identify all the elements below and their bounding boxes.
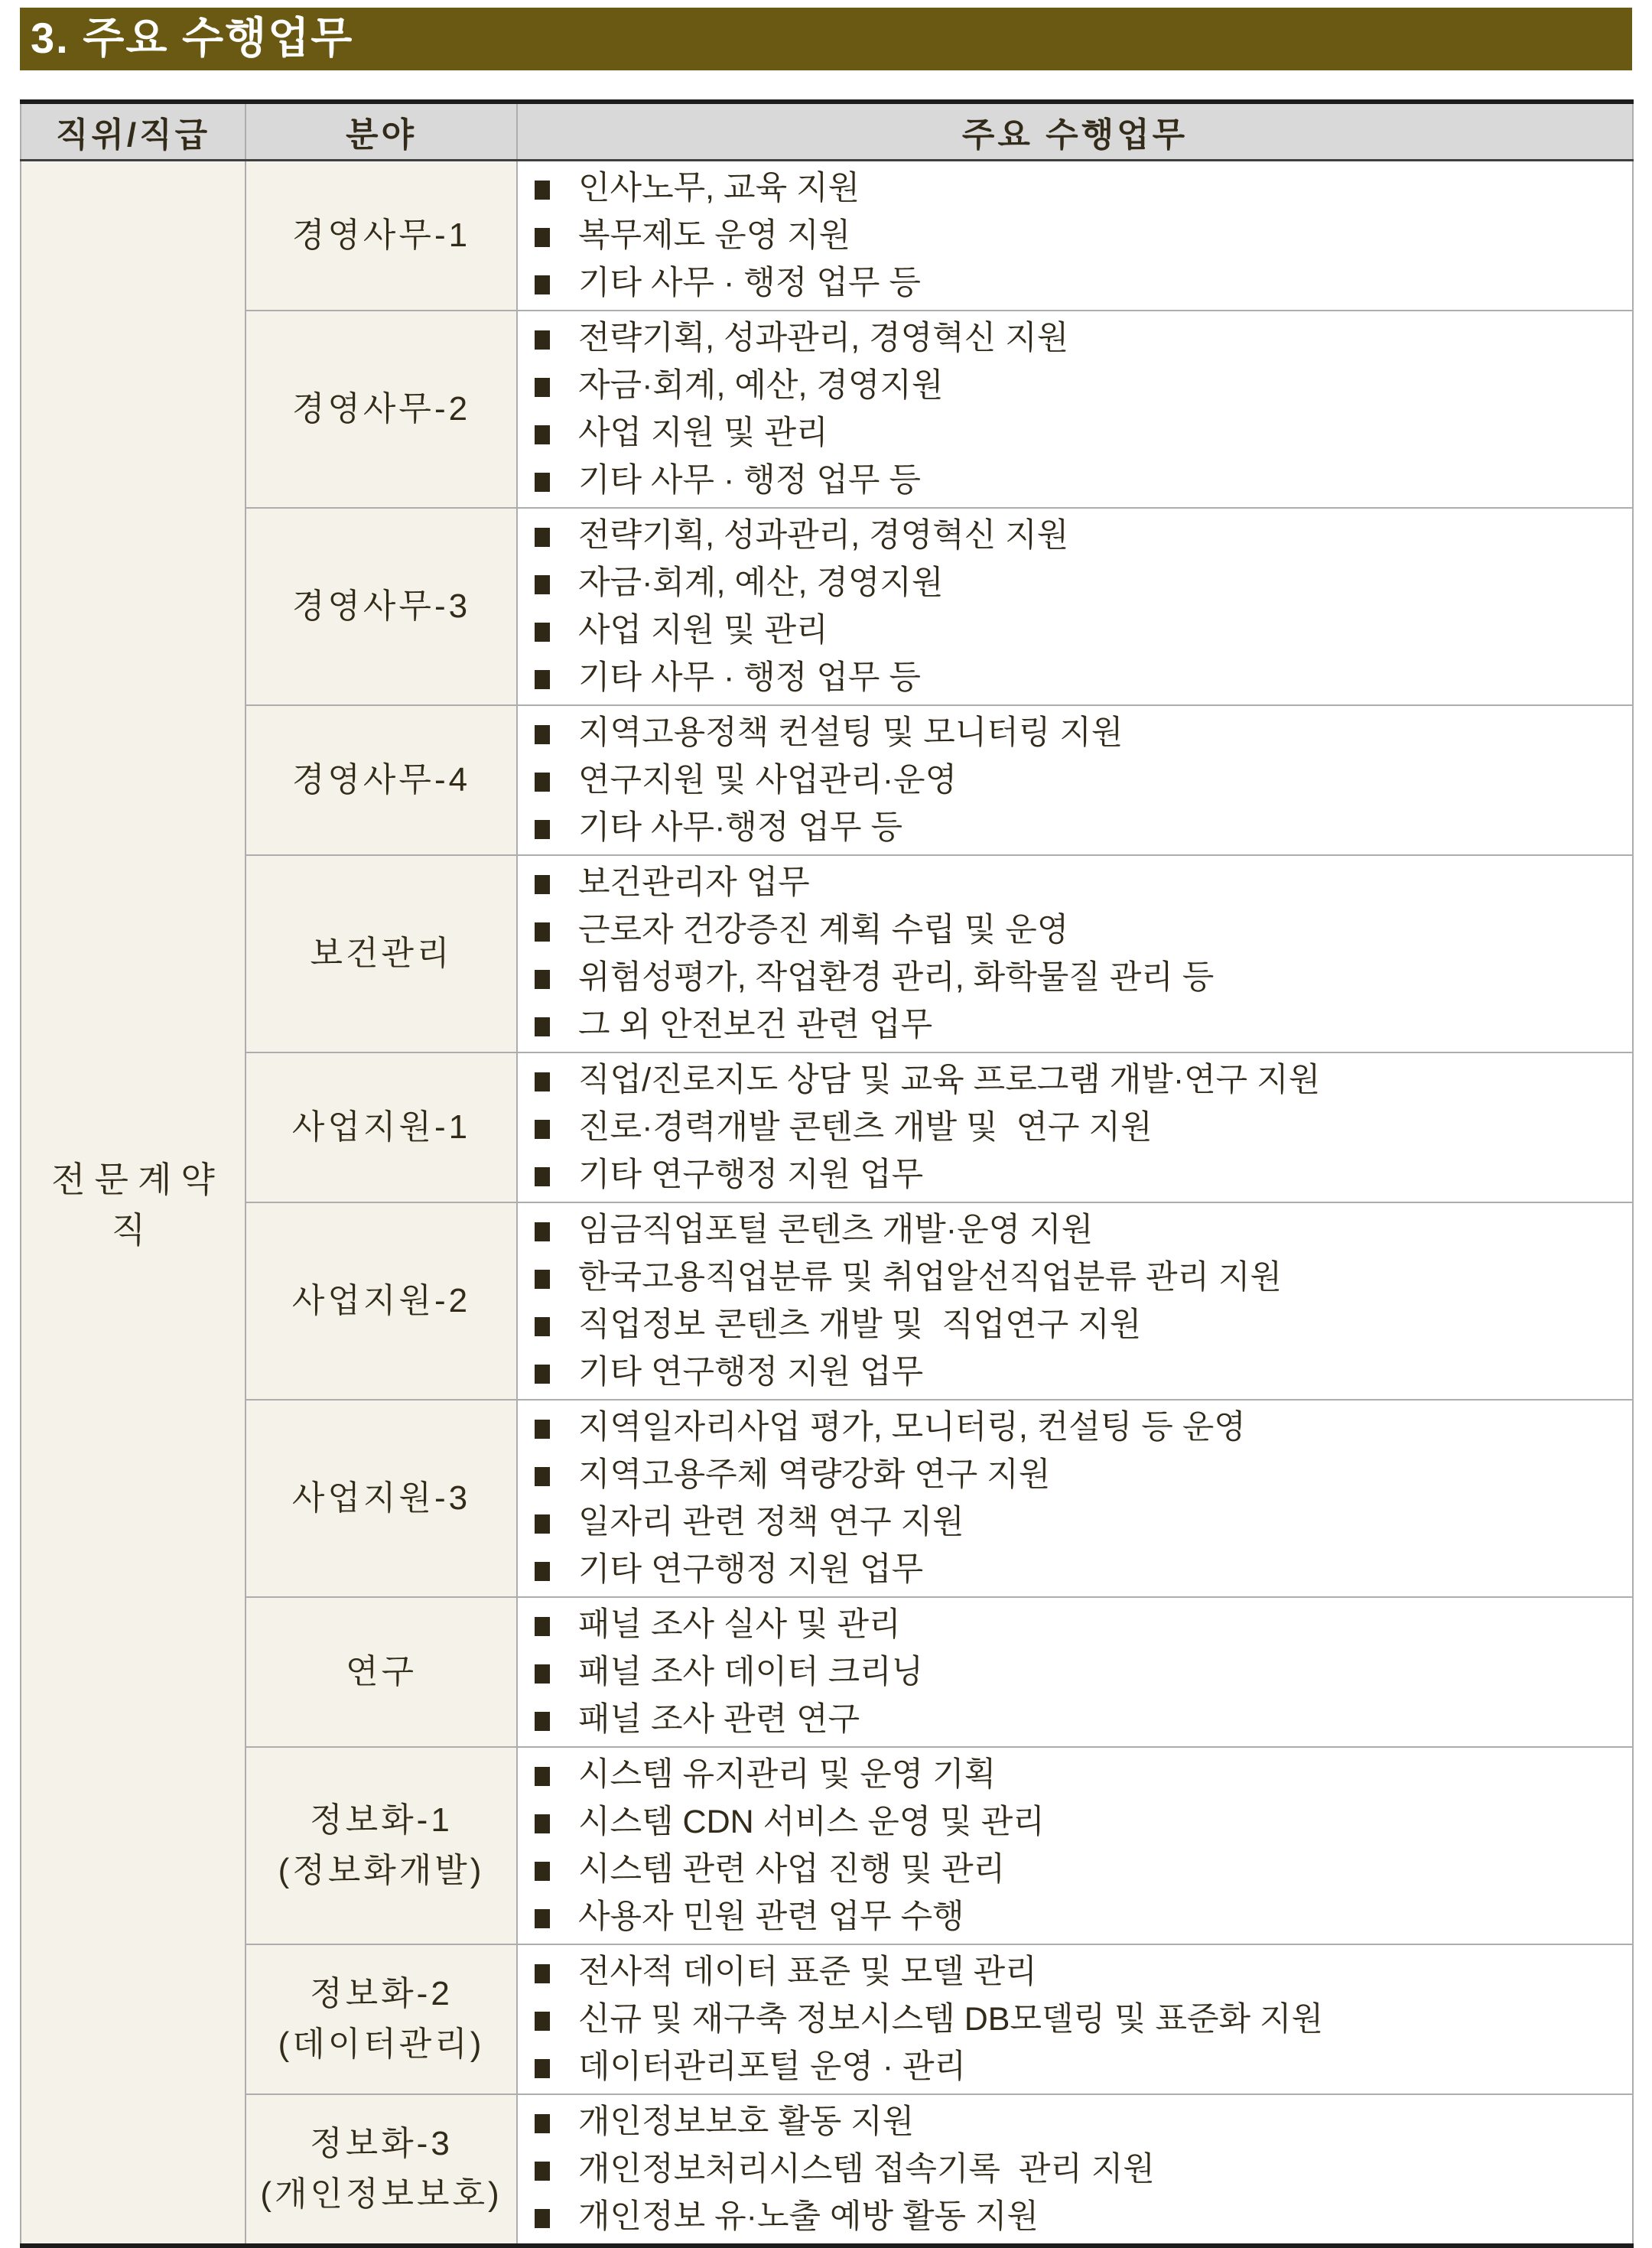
field-cell xyxy=(246,508,517,705)
square-bullet-icon xyxy=(535,623,550,642)
square-bullet-icon xyxy=(535,1767,550,1786)
square-bullet-icon xyxy=(535,970,550,989)
table-row xyxy=(21,1052,1633,1202)
table-row xyxy=(21,160,1633,311)
square-bullet-icon xyxy=(535,1467,550,1486)
field-cell xyxy=(246,2094,517,2246)
tasks-cell xyxy=(517,160,1633,311)
task-item xyxy=(535,1893,1626,1941)
task-item xyxy=(535,1404,1626,1451)
task-item xyxy=(535,1798,1626,1846)
task-item xyxy=(535,2193,1626,2240)
field-sublabel: (데이터관리) xyxy=(278,2025,485,2063)
square-bullet-icon xyxy=(535,1617,550,1636)
task-text: 사업 지원 및 관리 xyxy=(578,414,828,451)
task-text: 복무제도 운영 지원 xyxy=(578,216,851,254)
tasks-cell xyxy=(517,1052,1633,1202)
field-cell xyxy=(246,1052,517,1202)
field-label: 사업지원-1 xyxy=(291,1108,471,1146)
field-label: 사업지원-3 xyxy=(291,1479,471,1517)
table-body xyxy=(21,160,1633,2246)
task-text: 신규 및 재구축 정보시스템 DB모델링 및 표준화 지원 xyxy=(578,2000,1324,2038)
task-item xyxy=(535,362,1626,409)
field-sublabel: (개인정보보호) xyxy=(260,2175,502,2213)
square-bullet-icon xyxy=(535,2162,550,2181)
task-text: 보건관리자 업무 xyxy=(578,864,810,901)
square-bullet-icon xyxy=(535,181,550,200)
task-item xyxy=(535,314,1626,362)
square-bullet-icon xyxy=(535,670,550,689)
task-item xyxy=(535,2098,1626,2146)
task-text: 전략기획, 성과관리, 경영혁신 지원 xyxy=(578,516,1069,554)
task-item xyxy=(535,1601,1626,1648)
field-cell xyxy=(246,1202,517,1400)
task-text: 지역고용주체 역량강화 연구 지원 xyxy=(578,1456,1051,1493)
task-item xyxy=(535,1301,1626,1348)
task-text: 기타 연구행정 지원 업무 xyxy=(578,1550,924,1588)
square-bullet-icon xyxy=(535,1562,550,1581)
table-row xyxy=(21,1597,1633,1747)
table-row xyxy=(21,311,1633,508)
task-item xyxy=(535,2043,1626,2090)
header-field: 분야 xyxy=(246,102,517,160)
square-bullet-icon xyxy=(535,1017,550,1036)
table-row xyxy=(21,1400,1633,1597)
tasks-cell xyxy=(517,855,1633,1052)
task-item xyxy=(535,1751,1626,1798)
task-text: 기타 사무 · 행정 업무 등 xyxy=(578,264,921,301)
header-position-grade: 직위/직급 xyxy=(21,102,246,160)
task-text: 기타 사무 · 행정 업무 등 xyxy=(578,659,921,696)
square-bullet-icon xyxy=(535,330,550,350)
task-text: 일자리 관련 정책 연구 지원 xyxy=(578,1503,964,1540)
task-item xyxy=(535,1151,1626,1199)
square-bullet-icon xyxy=(535,2114,550,2133)
tasks-cell xyxy=(517,705,1633,855)
square-bullet-icon xyxy=(535,1072,550,1091)
task-item xyxy=(535,1001,1626,1049)
task-text: 전략기획, 성과관리, 경영혁신 지원 xyxy=(578,319,1069,356)
field-cell xyxy=(246,311,517,508)
square-bullet-icon xyxy=(535,1862,550,1881)
task-text: 지역일자리사업 평가, 모니터링, 컨설팅 등 운영 xyxy=(578,1408,1246,1446)
square-bullet-icon xyxy=(535,2209,550,2228)
field-cell xyxy=(246,1400,517,1597)
task-text: 근로자 건강증진 계획 수립 및 운영 xyxy=(578,911,1069,948)
square-bullet-icon xyxy=(535,378,550,397)
square-bullet-icon xyxy=(535,1814,550,1833)
task-text: 연구지원 및 사업관리·운영 xyxy=(578,761,958,799)
field-cell xyxy=(246,705,517,855)
task-item xyxy=(535,212,1626,259)
task-text: 임금직업포털 콘텐츠 개발·운영 지원 xyxy=(578,1211,1094,1248)
square-bullet-icon xyxy=(535,528,550,547)
task-text: 개인정보처리시스템 접속기록 관리 지원 xyxy=(578,2150,1155,2188)
square-bullet-icon xyxy=(535,2012,550,2031)
square-bullet-icon xyxy=(535,773,550,792)
square-bullet-icon xyxy=(535,725,550,744)
tasks-cell xyxy=(517,1597,1633,1747)
task-text: 패널 조사 실사 및 관리 xyxy=(578,1605,901,1643)
section-title: 3. 주요 수행업무 xyxy=(31,14,354,62)
task-text: 개인정보보호 활동 지원 xyxy=(578,2103,915,2140)
square-bullet-icon xyxy=(535,922,550,942)
task-item xyxy=(535,1696,1626,1743)
task-text: 기타 사무 · 행정 업무 등 xyxy=(578,461,921,499)
task-item xyxy=(535,1206,1626,1254)
task-item xyxy=(535,1846,1626,1893)
square-bullet-icon xyxy=(535,575,550,594)
field-cell xyxy=(246,1597,517,1747)
task-item xyxy=(535,1254,1626,1301)
tasks-cell xyxy=(517,1202,1633,1400)
tasks-cell xyxy=(517,1747,1633,1944)
task-item xyxy=(535,409,1626,457)
field-cell xyxy=(246,160,517,311)
task-item xyxy=(535,1648,1626,1696)
section-title-bar xyxy=(20,8,1632,70)
square-bullet-icon xyxy=(535,1167,550,1186)
task-text: 사용자 민원 관련 업무 수행 xyxy=(578,1898,964,1935)
task-item xyxy=(535,1348,1626,1396)
square-bullet-icon xyxy=(535,2059,550,2078)
task-text: 시스템 CDN 서비스 운영 및 관리 xyxy=(578,1803,1045,1840)
task-item xyxy=(535,1546,1626,1593)
task-text: 시스템 유지관리 및 운영 기획 xyxy=(578,1755,997,1793)
task-text: 자금·회계, 예산, 경영지원 xyxy=(578,564,944,601)
table-row xyxy=(21,1202,1633,1400)
square-bullet-icon xyxy=(535,1420,550,1439)
task-item xyxy=(535,2146,1626,2193)
task-text: 사업 지원 및 관리 xyxy=(578,611,828,649)
tasks-cell xyxy=(517,1400,1633,1597)
task-text: 데이터관리포털 운영 · 관리 xyxy=(578,2048,967,2085)
task-text: 패널 조사 관련 연구 xyxy=(578,1700,860,1738)
field-label: 경영사무-4 xyxy=(291,760,471,799)
task-text: 직업/진로지도 상담 및 교육 프로그램 개발·연구 지원 xyxy=(578,1061,1321,1098)
field-sublabel: (정보화개발) xyxy=(278,1851,485,1889)
field-label: 사업지원-2 xyxy=(291,1281,471,1319)
task-text: 인사노무, 교육 지원 xyxy=(578,169,860,207)
field-label: 경영사무-2 xyxy=(291,389,471,428)
position-group-cell: 전문계약직 xyxy=(21,160,246,2246)
task-text: 위험성평가, 작업환경 관리, 화학물질 관리 등 xyxy=(578,958,1215,996)
task-item xyxy=(535,756,1626,804)
table-header-row xyxy=(21,102,1633,160)
task-item xyxy=(535,1996,1626,2043)
task-text: 지역고용정책 컨설팅 및 모니터링 지원 xyxy=(578,714,1124,751)
task-text: 전사적 데이터 표준 및 모델 관리 xyxy=(578,1953,1037,1990)
table-row xyxy=(21,1747,1633,1944)
task-text: 기타 사무·행정 업무 등 xyxy=(578,808,903,846)
square-bullet-icon xyxy=(535,1120,550,1139)
table-row xyxy=(21,508,1633,705)
field-cell xyxy=(246,1747,517,1944)
table-row xyxy=(21,1944,1633,2094)
task-item xyxy=(535,1948,1626,1996)
task-item xyxy=(535,906,1626,954)
field-label: 보건관리 xyxy=(310,934,453,972)
task-item xyxy=(535,607,1626,654)
field-label: 경영사무-3 xyxy=(291,587,471,625)
field-label: 연구 xyxy=(345,1652,417,1690)
square-bullet-icon xyxy=(535,1317,550,1336)
square-bullet-icon xyxy=(535,1712,550,1731)
square-bullet-icon xyxy=(535,228,550,247)
task-text: 기타 연구행정 지원 업무 xyxy=(578,1353,924,1391)
table-row xyxy=(21,2094,1633,2246)
square-bullet-icon xyxy=(535,275,550,294)
task-text: 시스템 관련 사업 진행 및 관리 xyxy=(578,1850,1006,1888)
tasks-cell xyxy=(517,508,1633,705)
task-item xyxy=(535,259,1626,307)
task-item xyxy=(535,1451,1626,1498)
task-item xyxy=(535,164,1626,212)
task-text: 패널 조사 데이터 크리닝 xyxy=(578,1653,924,1690)
duties-table xyxy=(20,99,1634,2248)
tasks-cell xyxy=(517,1944,1633,2094)
field-cell xyxy=(246,855,517,1052)
task-item xyxy=(535,1104,1626,1151)
task-text: 한국고용직업분류 및 취업알선직업분류 관리 지원 xyxy=(578,1258,1283,1296)
square-bullet-icon xyxy=(535,1664,550,1684)
square-bullet-icon xyxy=(535,1222,550,1241)
square-bullet-icon xyxy=(535,1909,550,1928)
task-text: 직업정보 콘텐츠 개발 및 직업연구 지원 xyxy=(578,1306,1142,1343)
tasks-cell xyxy=(517,311,1633,508)
field-label: 정보화-2 xyxy=(310,1974,453,2012)
task-item xyxy=(535,512,1626,559)
task-item xyxy=(535,1056,1626,1104)
square-bullet-icon xyxy=(535,473,550,492)
task-item xyxy=(535,954,1626,1001)
table-row xyxy=(21,705,1633,855)
square-bullet-icon xyxy=(535,875,550,894)
task-item xyxy=(535,559,1626,607)
field-label: 정보화-3 xyxy=(310,2124,453,2162)
task-item xyxy=(535,709,1626,756)
field-cell xyxy=(246,1944,517,2094)
task-item xyxy=(535,804,1626,851)
header-main-duties: 주요 수행업무 xyxy=(517,102,1633,160)
square-bullet-icon xyxy=(535,820,550,839)
task-item xyxy=(535,1498,1626,1546)
field-label: 경영사무-1 xyxy=(291,216,471,254)
square-bullet-icon xyxy=(535,1964,550,1983)
task-text: 개인정보 유·노출 예방 활동 지원 xyxy=(578,2198,1039,2235)
task-text: 기타 연구행정 지원 업무 xyxy=(578,1156,924,1193)
tasks-cell xyxy=(517,2094,1633,2246)
square-bullet-icon xyxy=(535,425,550,444)
task-text: 그 외 안전보건 관련 업무 xyxy=(578,1006,933,1043)
task-item xyxy=(535,457,1626,504)
square-bullet-icon xyxy=(535,1365,550,1384)
square-bullet-icon xyxy=(535,1270,550,1289)
task-item xyxy=(535,654,1626,701)
square-bullet-icon xyxy=(535,1514,550,1534)
task-item xyxy=(535,859,1626,906)
field-label: 정보화-1 xyxy=(310,1801,453,1839)
task-text: 자금·회계, 예산, 경영지원 xyxy=(578,366,944,404)
task-text: 진로·경력개발 콘텐츠 개발 및 연구 지원 xyxy=(578,1108,1153,1146)
table-row xyxy=(21,855,1633,1052)
